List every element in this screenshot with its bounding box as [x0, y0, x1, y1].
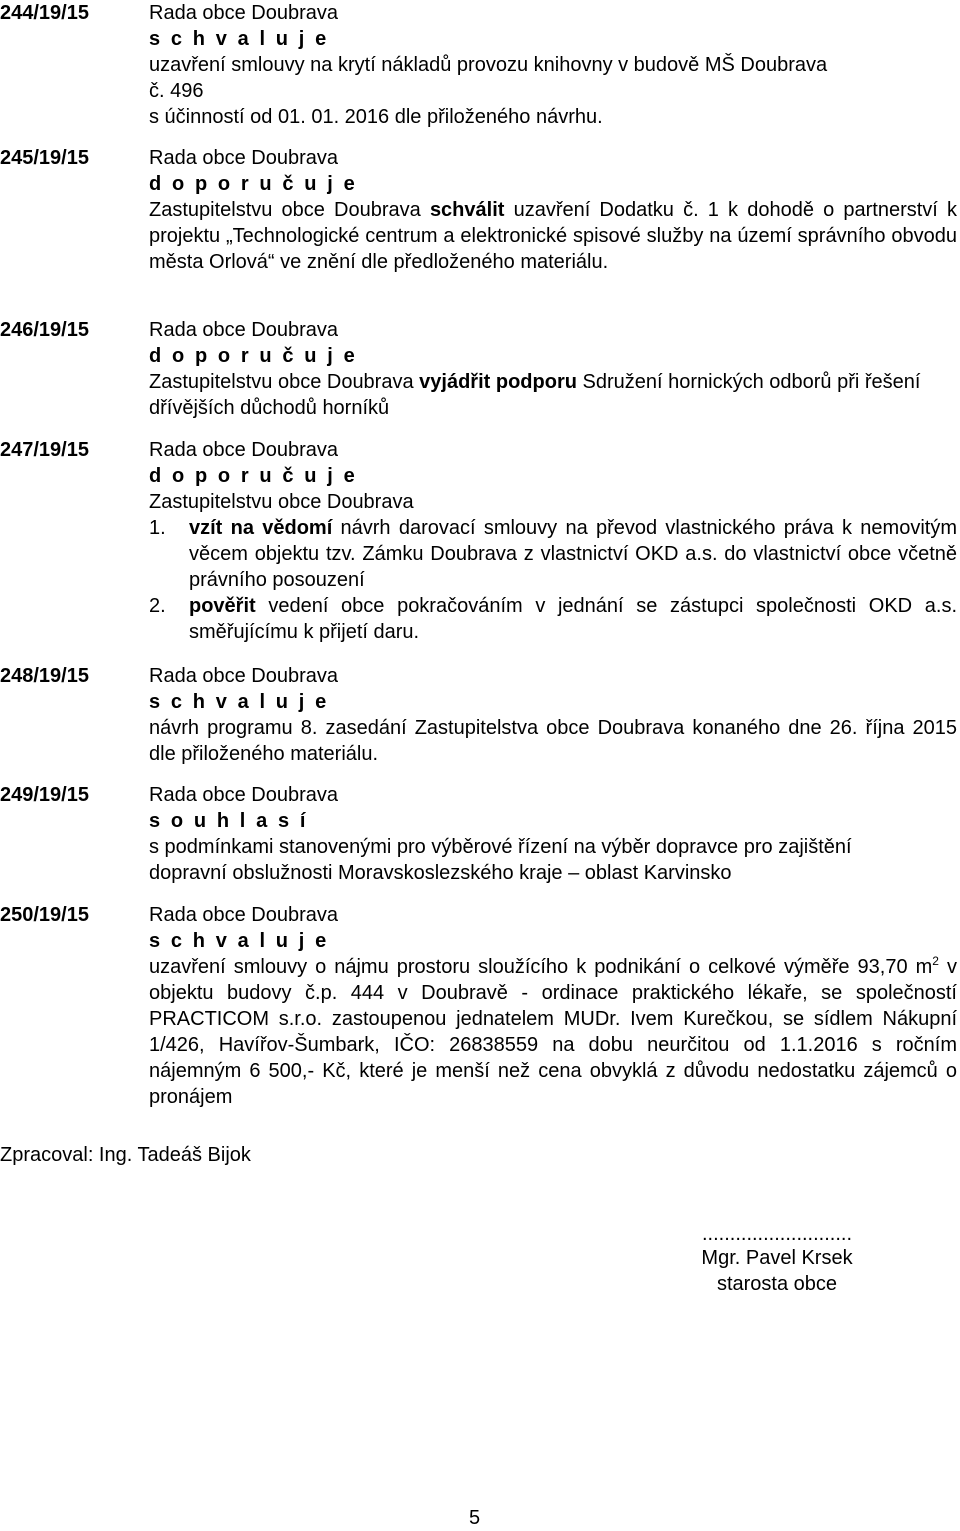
resolution-verb: s o u h l a s í: [149, 810, 309, 832]
list-item-text: pověřit vedení obce pokračováním v jednání se zástupci společnosti OKD a.s. směřujícímu k přijetí daru.: [189, 595, 957, 643]
list-item: [149, 515, 957, 593]
resolution-number: 248/19/15: [0, 665, 89, 687]
issuing-body: Rada obce Doubrava: [149, 784, 339, 806]
issuing-body: Rada obce Doubrava: [149, 439, 339, 461]
issuing-body: Rada obce Doubrava: [149, 319, 339, 341]
resolution-text-line: uzavření smlouvy na krytí nákladů provozu knihovny v budově MŠ Doubrava: [149, 54, 828, 76]
resolution-number: 244/19/15: [0, 2, 89, 24]
signature-dots: ...........................: [701, 1223, 853, 1245]
resolution-body: [149, 0, 957, 130]
resolution-body: [149, 437, 957, 645]
resolution-verb: d o p o r u č u j e: [149, 465, 358, 487]
resolution-body: [149, 663, 957, 767]
resolution-text-line: č. 496: [149, 80, 204, 102]
resolution-number: 246/19/15: [0, 319, 89, 341]
resolution-text: Zastupitelstvu obce Doubrava schválit uzavření Dodatku č. 1 k dohodě o partnerství k projektu „Technologické centrum a elektronické spisové služby na území správního obvodu města Orlová“ ve znění dle předloženého materiálu.: [149, 199, 957, 273]
page-number: 5: [469, 1507, 481, 1529]
prepared-by: Zpracoval: Ing. Tadeáš Bijok: [0, 1144, 251, 1166]
resolution-number: 247/19/15: [0, 439, 89, 461]
resolution-body: [149, 782, 957, 886]
resolution-verb: d o p o r u č u j e: [149, 345, 358, 367]
issuing-body: Rada obce Doubrava: [149, 2, 339, 24]
action-verb: vyjádřit podporu: [419, 371, 577, 393]
resolution-body: [149, 902, 957, 1110]
action-verb: schválit: [429, 199, 505, 221]
resolution-verb: d o p o r u č u j e: [149, 173, 358, 195]
resolution-number: 249/19/15: [0, 784, 89, 806]
issuing-body: Rada obce Doubrava: [149, 665, 339, 687]
signatory-name: Mgr. Pavel Krsek: [701, 1247, 853, 1269]
resolution-verb: s c h v a l u j e: [149, 28, 329, 50]
resolution-text-line: s účinností od 01. 01. 2016 dle přiloženého návrhu.: [149, 106, 603, 128]
resolution-number: 250/19/15: [0, 904, 89, 926]
list-item-text: vzít na vědomí návrh darovací smlouvy na převod vlastnického práva k nemovitým věcem objektu tzv. Zámku Doubrava z vlastnictví OKD a.s. do vlastnictví obce včetně právního posouzení: [189, 517, 957, 591]
resolution-number: 245/19/15: [0, 147, 89, 169]
resolution-body: [149, 317, 957, 421]
signature-block: [677, 1223, 877, 1297]
signatory-title: starosta obce: [716, 1273, 838, 1295]
resolution-intro: Zastupitelstvu obce Doubrava: [149, 491, 414, 513]
issuing-body: Rada obce Doubrava: [149, 904, 339, 926]
resolution-verb: s c h v a l u j e: [149, 930, 329, 952]
action-verb: vzít na vědomí: [189, 517, 333, 539]
list-item-number: 2.: [149, 595, 166, 617]
resolution-text: uzavření smlouvy o nájmu prostoru sloužícího k podnikání o celkové výměře 93,70 $m^2$ v objektu budovy č.p. 444 v Doubravě - ordinace praktického lékaře, se společností PRACTICOM s.r.o. zastoupenou jednatelem MUDr. Ivem Kurečkou, se sídlem Nákupní 1/426, Havířov-Šumbark, IČO: 26838559 na dobu neurčitou od 1.1.2016 s ročním nájemným 6 500,- Kč, které je menší než cena obvyklá z důvodu nedostatku zájemců o pronájem: [149, 954, 958, 1108]
issuing-body: Rada obce Doubrava: [149, 147, 339, 169]
resolution-verb: s c h v a l u j e: [149, 691, 329, 713]
action-verb: pověřit: [189, 595, 256, 617]
list-item-number: 1.: [149, 517, 166, 539]
resolution-text: návrh programu 8. zasedání Zastupitelstva obce Doubrava konaného dne 26. října 2015 dle přiloženého materiálu.: [149, 717, 957, 765]
resolution-text: Zastupitelstvu obce Doubrava vyjádřit podporu Sdružení hornických odborů při řešení dřívějších důchodů horníků: [149, 371, 921, 419]
list-item: [149, 593, 957, 645]
superscript: 2: [932, 954, 939, 968]
resolution-body: [149, 145, 957, 275]
resolution-text: s podmínkami stanovenými pro výběrové řízení na výběr dopravce pro zajištění dopravní obslužnosti Moravskoslezského kraje – oblast Karvinsko: [149, 836, 852, 884]
